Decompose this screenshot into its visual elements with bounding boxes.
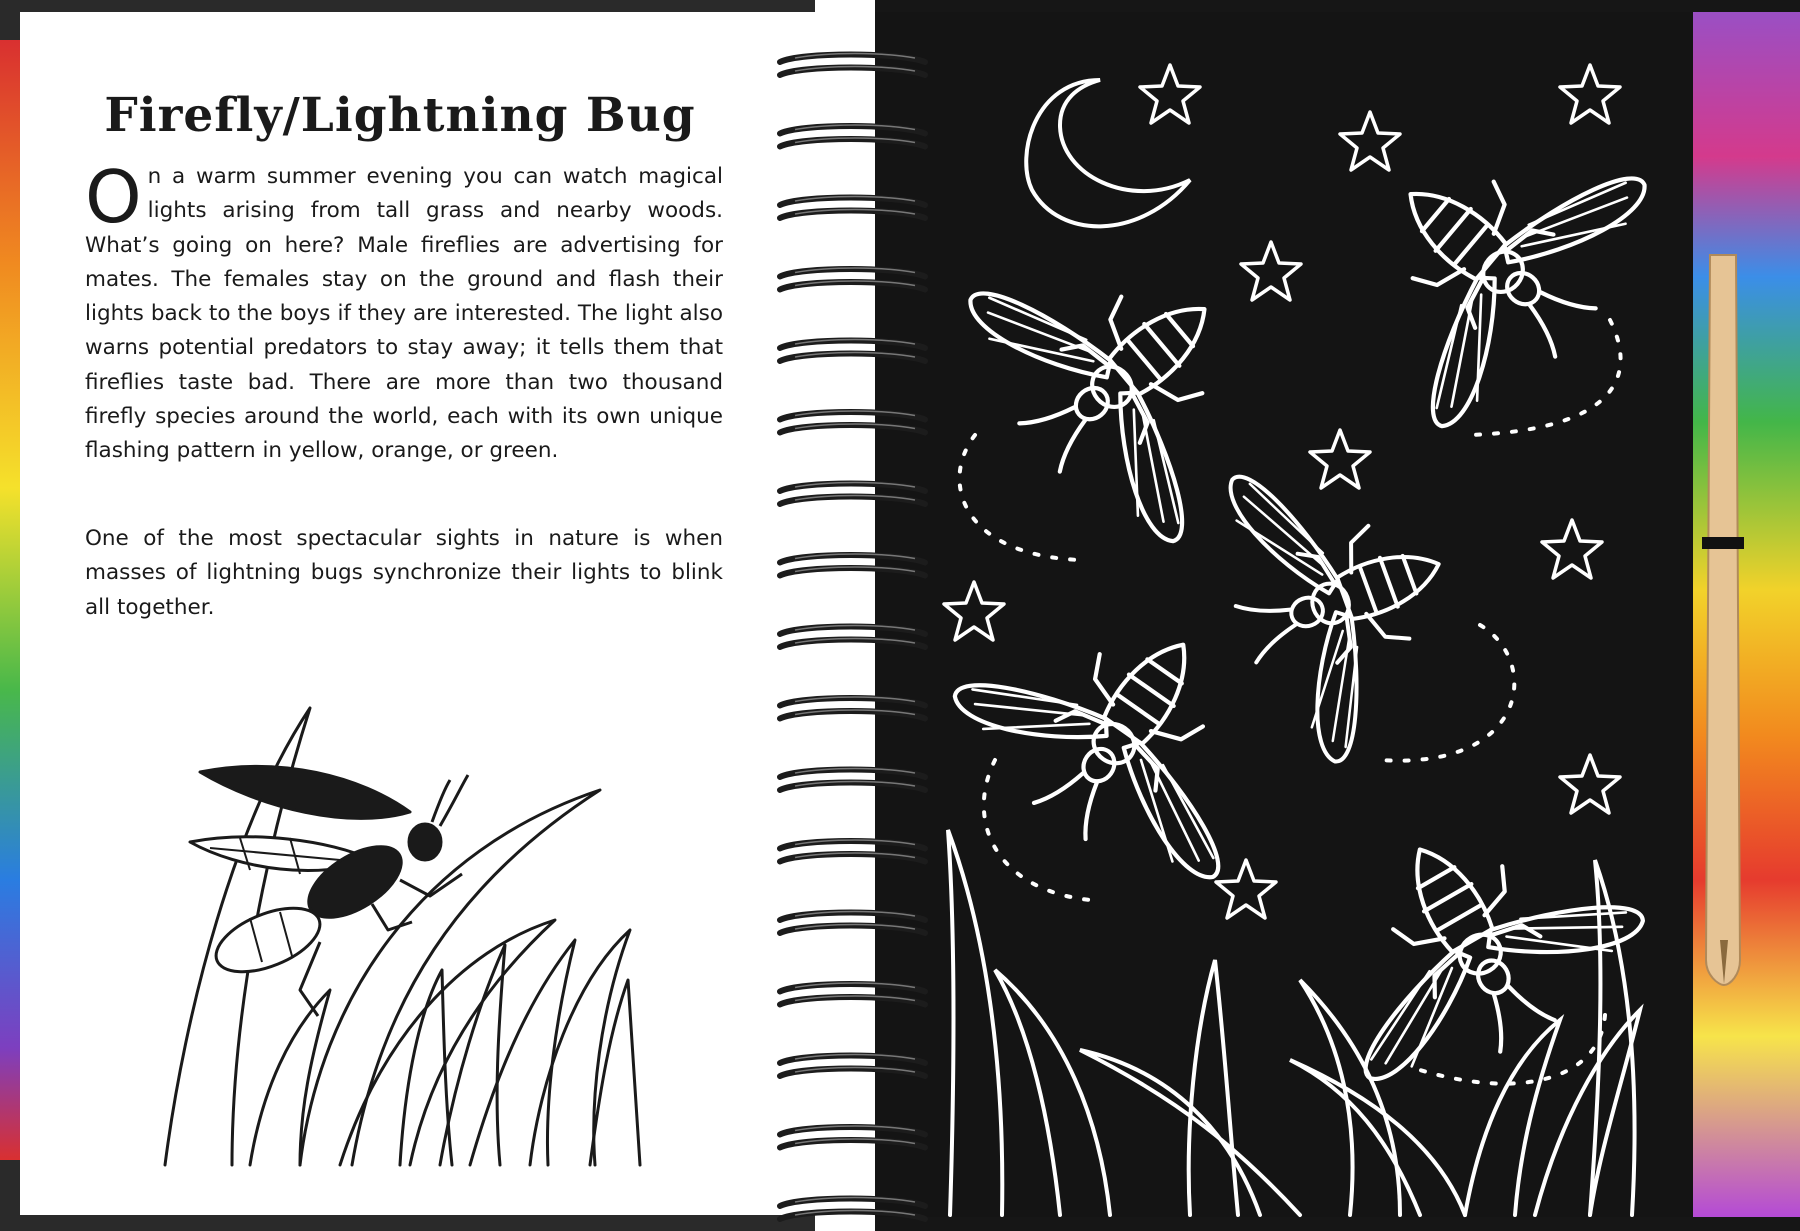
page-title: Firefly/Lightning Bug — [104, 88, 696, 143]
paragraph-text: n a warm summer evening you can watch magical lights arising from tall grass and nearby woods. What’s going on here? Male fireflies are advertising for mates. The females stay on the ground and flash their lights back to the boys if they are interested. The light also warns potential predators to stay away; it tells them that fireflies taste bad. There are more than two thousand firefly species around the world, each with its own unique flashing pattern in yellow, orange, or green. — [85, 164, 723, 464]
drop-cap: O — [85, 155, 142, 239]
body-paragraph-2: One of the most spectacular sights in nature is when masses of lightning bugs synchronize their lights to blink all together. — [85, 526, 723, 620]
